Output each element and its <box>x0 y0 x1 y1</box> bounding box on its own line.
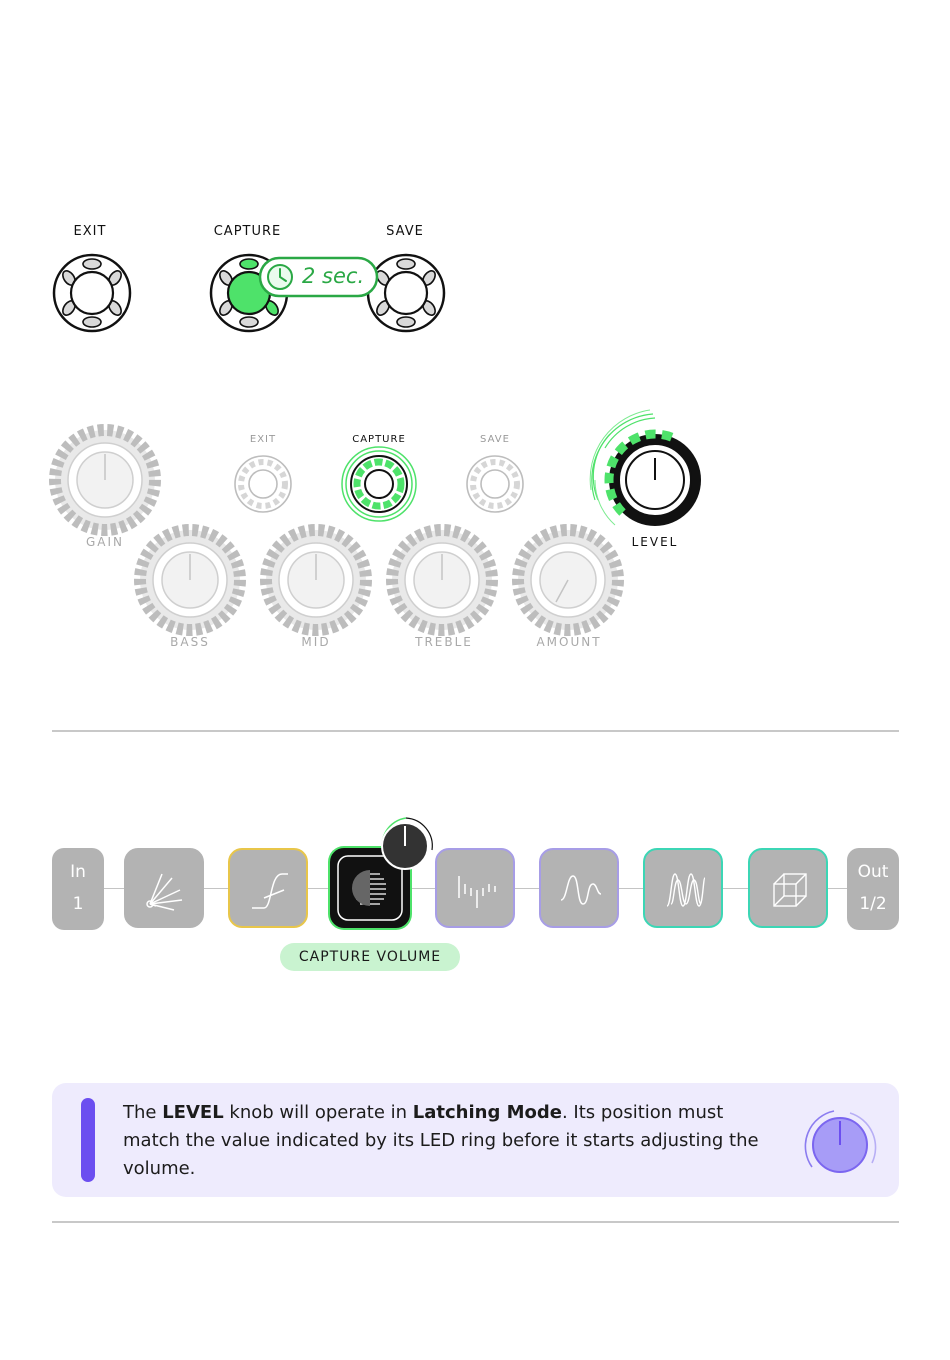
bass-knob[interactable] <box>140 530 240 630</box>
timer-text: 2 sec. <box>302 264 365 288</box>
divider-top <box>52 730 899 732</box>
note-text: The LEVEL knob will operate in Latching Mode. Its position must match the value indicated by its LED ring before it starts adjusting the volume. <box>123 1102 759 1179</box>
input-label: In <box>70 862 86 882</box>
amount-knob[interactable] <box>518 530 618 630</box>
wave-icon <box>541 850 621 930</box>
module-tile-1[interactable] <box>124 848 204 928</box>
module-tile-4[interactable] <box>435 848 515 928</box>
clock-icon <box>268 265 292 289</box>
note-bold-latching: Latching Mode <box>412 1102 562 1123</box>
save-label: SAVE <box>386 224 424 239</box>
cube-icon <box>750 850 830 930</box>
fan-lines-icon <box>126 850 206 930</box>
gain-label: GAIN <box>85 535 125 549</box>
amount-label: AMOUNT <box>536 635 602 649</box>
level-label: LEVEL <box>631 535 679 549</box>
save-button[interactable] <box>368 255 444 331</box>
gain-knob[interactable] <box>55 430 155 530</box>
output-tile[interactable] <box>847 848 899 930</box>
capture-label: CAPTURE <box>213 224 282 239</box>
capture-volume-badge: CAPTURE VOLUME <box>280 943 460 971</box>
divider-bottom <box>52 1221 899 1223</box>
module-tile-2[interactable] <box>228 848 308 928</box>
mid-label: MID <box>301 635 331 649</box>
treble-label: TREBLE <box>415 635 473 649</box>
note-bold-level: LEVEL <box>162 1102 224 1123</box>
info-note <box>52 1083 899 1197</box>
exit-label: EXIT <box>73 224 107 239</box>
top-buttons-group <box>40 245 460 345</box>
exit-button[interactable] <box>54 255 130 331</box>
panel-exit-button[interactable] <box>235 456 291 512</box>
s-curve-icon <box>230 850 310 930</box>
panel-capture-button[interactable] <box>342 447 416 521</box>
input-number: 1 <box>72 894 84 914</box>
module-tile-7[interactable] <box>748 848 828 928</box>
multi-wave-icon <box>645 850 725 930</box>
module-tile-5[interactable] <box>539 848 619 928</box>
input-tile[interactable] <box>52 848 104 930</box>
module-tile-6[interactable] <box>643 848 723 928</box>
treble-knob[interactable] <box>392 530 492 630</box>
bars-icon <box>437 850 517 930</box>
latching-knob-icon <box>800 1107 880 1179</box>
panel-save-label: SAVE <box>480 434 510 445</box>
panel-exit-label: EXIT <box>249 434 277 445</box>
output-number: 1/2 <box>859 894 887 914</box>
panel-save-button[interactable] <box>467 456 523 512</box>
note-accent-bar <box>81 1098 95 1182</box>
mid-knob[interactable] <box>266 530 366 630</box>
level-knob[interactable] <box>590 410 720 545</box>
output-label: Out <box>857 862 889 882</box>
bass-label: BASS <box>170 635 210 649</box>
volume-mini-knob[interactable] <box>370 812 440 874</box>
panel-capture-label: CAPTURE <box>352 434 406 445</box>
